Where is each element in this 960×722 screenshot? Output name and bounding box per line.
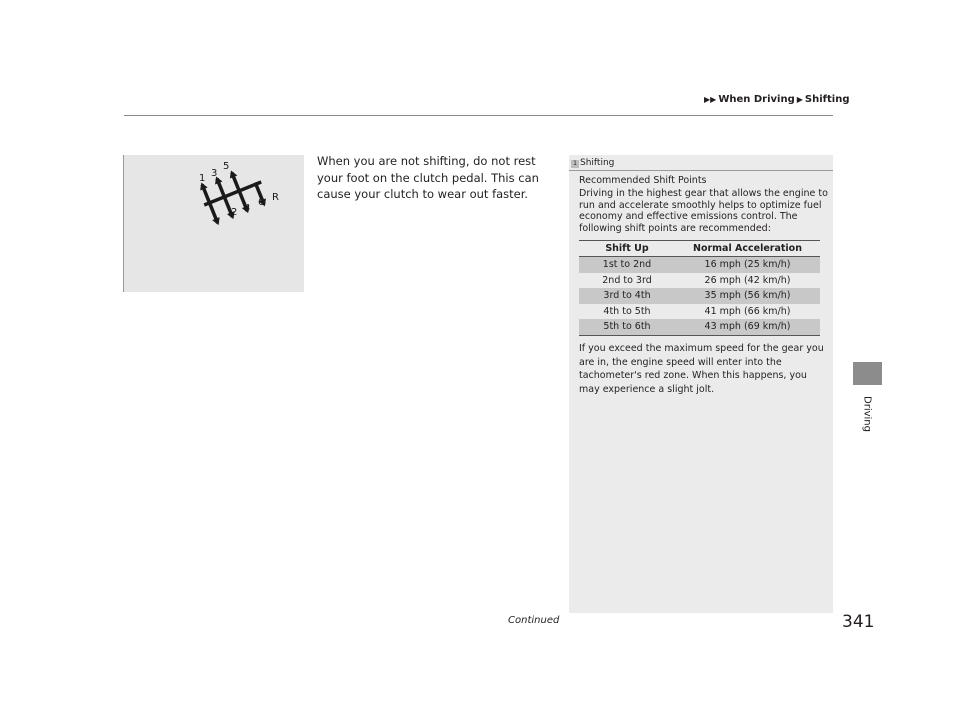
speed-cell: 16 mph (25 km/h) xyxy=(704,259,791,270)
shift-cell: 3rd to 4th xyxy=(603,290,651,301)
gear-label-4: 4 xyxy=(244,203,251,214)
gear-label-r: R xyxy=(272,192,279,203)
gear-label-6: 6 xyxy=(258,197,265,208)
table-row xyxy=(579,319,820,335)
page-number: 341 xyxy=(842,612,875,632)
header-shift-up: Shift Up xyxy=(605,243,649,254)
sidebar-note xyxy=(569,155,833,613)
speed-cell: 41 mph (66 km/h) xyxy=(704,305,791,317)
table-row xyxy=(579,257,820,273)
gear-label-2: 2 xyxy=(231,207,238,218)
gear-label-1: 1 xyxy=(199,173,206,184)
sidebar-subheading: Recommended Shift Points xyxy=(579,175,707,186)
sidebar-rule xyxy=(569,170,833,171)
table-row xyxy=(579,304,820,320)
continued-label: Continued xyxy=(508,615,560,626)
section-tab[interactable] xyxy=(853,362,882,385)
speed-cell: 43 mph (69 km/h) xyxy=(704,321,791,332)
arrow-icon: ▶ xyxy=(796,95,803,104)
note-marker-icon: 1 xyxy=(571,160,579,168)
gear-shift-pattern-figure xyxy=(123,155,304,292)
double-arrow-icon: ▶▶ xyxy=(704,95,717,104)
gear-label-5: 5 xyxy=(223,161,230,172)
main-paragraph: When you are not shifting, do not rest your foot on the clutch pedal. This can cause your clutch to wear out faster. xyxy=(317,154,539,201)
gear-label-3: 3 xyxy=(211,168,218,179)
shift-cell: 4th to 5th xyxy=(603,305,651,317)
table-row xyxy=(579,288,820,304)
header-rule xyxy=(124,115,833,116)
sidebar-heading: 1 Shifting xyxy=(571,158,614,168)
shift-pattern-diagram xyxy=(184,155,304,235)
sidebar-note-paragraph: If you exceed the maximum speed for the gear you are in, the engine speed will enter into the tachometer's red zone. When this happens, you may experience a slight jolt. xyxy=(579,343,824,395)
table-header xyxy=(579,240,820,257)
shift-cell: 1st to 2nd xyxy=(602,259,652,270)
section-tab-label: Driving xyxy=(861,396,873,432)
sidebar-intro: Driving in the highest gear that allows the engine to run and accelerate smoothly helps to optimize fuel economy and effective emissions control. The following shift points are recommended: xyxy=(579,188,828,234)
shift-cell: 2nd to 3rd xyxy=(602,274,652,286)
table-bottom-rule xyxy=(579,335,820,336)
header-normal-acceleration: Normal Acceleration xyxy=(693,243,802,254)
table-row xyxy=(579,273,820,289)
shift-cell: 5th to 6th xyxy=(603,321,651,332)
speed-cell: 26 mph (42 km/h) xyxy=(704,274,791,286)
speed-cell: 35 mph (56 km/h) xyxy=(704,290,791,301)
shift-points-table xyxy=(579,240,820,336)
breadcrumb-subsection[interactable]: Shifting xyxy=(804,94,850,105)
breadcrumb-section[interactable]: When Driving xyxy=(718,94,795,105)
breadcrumb xyxy=(702,94,849,105)
